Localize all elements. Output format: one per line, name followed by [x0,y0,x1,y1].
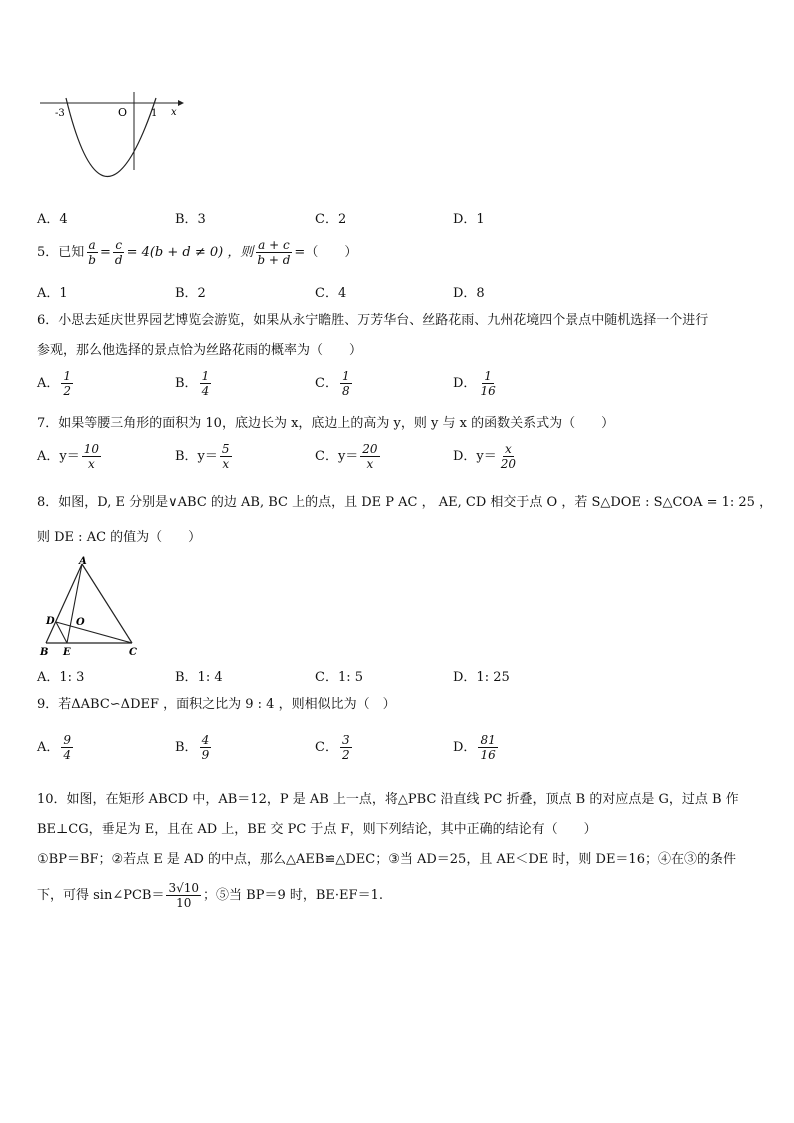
parabola-graph [38,90,188,190]
q5-frac-c-den: d [114,253,123,267]
q9-option-b-num: 4 [201,733,210,747]
x-axis-arrow [178,100,184,106]
q9-option-c-frac [340,733,352,762]
q9-option-b-label: B． [175,740,198,755]
q9-option-c-num: 3 [341,733,350,747]
label-a: A [79,556,87,567]
q8-option-d[interactable]: D．1: 25 [453,670,510,685]
segment-ae [67,564,82,643]
q7-option-a[interactable] [37,442,103,471]
q9-option-c[interactable] [315,733,354,762]
q7-option-b-frac [220,442,232,471]
q9-option-c-den: 2 [341,748,350,762]
q9-option-a-frac [61,733,73,762]
q4-option-c[interactable]: C．2 [315,212,347,227]
q5-stem [37,236,357,270]
q9-option-d-label: D． [453,740,477,755]
q6-stem-line1: 6．小思去延庆世界园艺博览会游览，如果从永宁瞻胜、万芳华台、丝路花雨、九州花境四个景点中随机选择一个进行 [37,313,709,328]
q8-stem-line1: 8．如图，D, E 分别是∨ABC 的边 AB, BC 上的点，且 DE P AC ， AE, CD 相交于点 O ，若 S△DOE : S△COA = 1: 25 ， [37,495,773,510]
label-d: D [46,616,55,627]
q7-stem: 7．如果等腰三角形的面积为 10，底边长为 x，底边上的高为 y，则 y 与 x 的函数关系式为（ ） [37,416,615,431]
q6-option-d-den: 16 [480,384,496,398]
q5-suffix: =（ ） [294,245,358,260]
q6-option-c[interactable] [315,369,354,398]
q7-option-b-label: B．y＝ [175,449,218,464]
q10-line4-suffix: ；⑤当 BP＝9 时，BE·EF＝1. [203,888,383,903]
label-neg3: -3 [55,108,65,119]
q9-stem: 9．若ΔABC∽ΔDEF ，面积之比为 9 : 4 ，则相似比为（ ） [37,697,396,712]
q7-option-d-label: D．y＝ [453,449,497,464]
q7-option-d-frac [499,442,518,471]
q8-option-a[interactable]: A．1: 3 [37,670,85,685]
q10-sin-den: 10 [176,896,192,910]
q6-option-a-den: 2 [63,384,72,398]
q5-frac-a-b [86,238,98,267]
q6-stem-line2: 参观，那么他选择的景点恰为丝路花雨的概率为（ ） [37,343,363,358]
q5-option-c[interactable]: C．4 [315,286,347,301]
q7-option-c-frac [360,442,379,471]
q5-frac-c-d [113,238,125,267]
q6-option-c-num: 1 [341,369,350,383]
q7-option-b-den: x [222,457,230,471]
q10-sin-frac [166,881,201,910]
q6-option-b[interactable] [175,369,213,398]
q6-option-b-label: B． [175,376,198,391]
label-c: C [129,647,137,658]
q9-option-d-num: 81 [480,733,496,747]
q5-eq1: = [99,245,111,260]
q10-stem-line3: ①BP＝BF；②若点 E 是 AD 的中点，那么△AEB≌△DEC；③当 AD＝25，且 AE＜DE 时，则 DE＝16；④在③的条件 [37,852,736,867]
q7-option-b-num: 5 [221,442,230,456]
q9-option-a[interactable] [37,733,75,762]
q6-option-b-num: 1 [201,369,210,383]
q7-option-a-label: A．y＝ [37,449,80,464]
q9-option-a-label: A． [37,740,60,755]
q9-option-a-num: 9 [63,733,72,747]
q7-option-c-label: C．y＝ [315,449,359,464]
q8-stem-line2: 则 DE : AC 的值为（ ） [37,530,202,545]
parabola-curve [66,98,156,177]
q6-option-d-label: D． [453,376,477,391]
label-b: B [40,647,49,658]
q5-frac-a-den: b [88,253,96,267]
q7-option-d-num: x [505,442,512,456]
q7-option-c[interactable] [315,442,382,471]
q9-option-b[interactable] [175,733,213,762]
edge-ab [46,564,82,643]
q6-option-d[interactable] [453,369,500,398]
q5-prefix: 5．已知 [37,245,85,260]
q7-option-d-den: 20 [500,457,517,471]
q6-option-a-label: A． [37,376,60,391]
q10-stem-line2: BE⊥CG，垂足为 E，且在 AD 上，BE 交 PC 于点 F，则下列结论，其中正确的结论有（ ） [37,822,597,837]
q6-option-a[interactable] [37,369,75,398]
q6-option-a-num: 1 [63,369,72,383]
q5-frac-sum-den: b + d [257,253,291,267]
q9-option-d-frac [478,733,497,762]
q6-option-c-frac [340,369,352,398]
label-x: x [171,107,177,118]
q6-option-a-frac [61,369,73,398]
q5-frac-sum [255,238,292,267]
q10-stem-line4 [37,880,383,912]
q6-option-b-frac [200,369,212,398]
q9-option-a-den: 4 [63,748,72,762]
q8-option-c[interactable]: C．1: 5 [315,670,364,685]
q5-option-a[interactable]: A．1 [37,286,68,301]
q6-option-c-label: C． [315,376,338,391]
q9-option-b-den: 9 [201,748,210,762]
q9-option-d[interactable] [453,733,500,762]
q7-option-a-num: 10 [83,442,100,456]
label-origin: O [118,106,128,119]
q8-option-b[interactable]: B．1: 4 [175,670,223,685]
q5-frac-c-num: c [115,238,123,252]
q6-option-d-frac [478,369,497,398]
q4-option-b[interactable]: B．3 [175,212,206,227]
q4-option-a[interactable]: A．4 [37,212,68,227]
q6-option-b-den: 4 [201,384,210,398]
q9-option-c-label: C． [315,740,338,755]
q6-option-c-den: 8 [341,384,350,398]
label-one: 1 [151,108,158,119]
label-o: O [76,617,85,628]
q5-option-b[interactable]: B．2 [175,286,206,301]
q9-option-d-den: 16 [480,748,496,762]
q5-option-d[interactable]: D．8 [453,286,485,301]
triangle-figure [36,556,146,658]
q7-option-b[interactable] [175,442,234,471]
q6-option-d-num: 1 [484,369,492,383]
q7-option-a-frac [82,442,101,471]
label-e: E [63,647,71,658]
q4-option-d[interactable]: D．1 [453,212,485,227]
q10-sin-num: 3√10 [168,881,200,895]
q7-option-c-num: 20 [362,442,378,456]
q5-frac-a-num: a [88,238,96,252]
q9-option-b-frac [200,733,212,762]
q5-frac-sum-num: a + c [258,238,290,252]
q10-line4-prefix: 下，可得 sin∠PCB＝ [37,888,165,903]
q10-stem-line1: 10．如图，在矩形 ABCD 中，AB＝12，P 是 AB 上一点，将△PBC 沿直线 PC 折叠，顶点 B 的对应点是 G，过点 B 作 [37,792,739,807]
q7-option-d[interactable] [453,442,520,471]
q7-option-a-den: x [87,457,95,471]
q7-option-c-den: x [366,457,374,471]
q5-eq2: = 4(b + d ≠ 0) ，则 [126,245,254,260]
